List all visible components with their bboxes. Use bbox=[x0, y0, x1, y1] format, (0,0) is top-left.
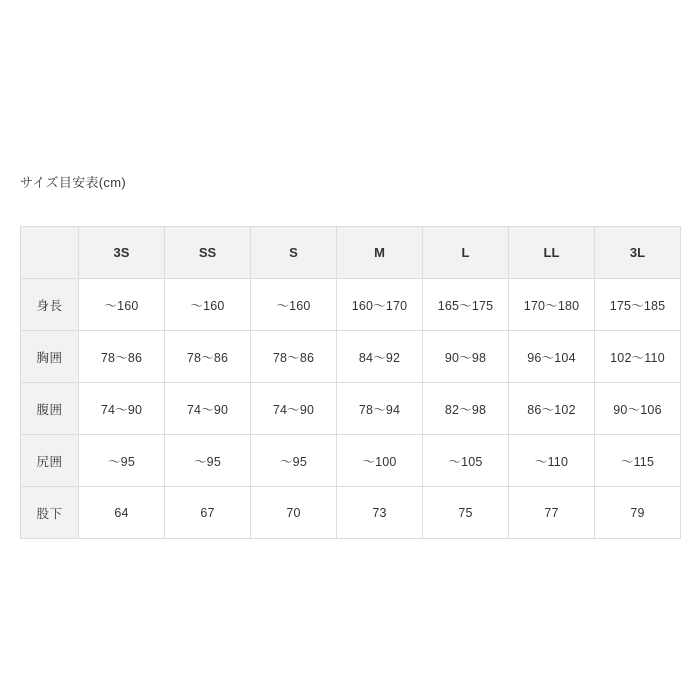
cell-waist-ll: 86〜102 bbox=[509, 383, 595, 435]
column-header-ss: SS bbox=[165, 227, 251, 279]
cell-height-m: 160〜170 bbox=[337, 279, 423, 331]
table-body bbox=[21, 279, 681, 539]
table-row bbox=[21, 487, 681, 539]
cell-inseam-l: 75 bbox=[423, 487, 509, 539]
cell-height-s: 〜160 bbox=[251, 279, 337, 331]
row-label-waist: 腹囲 bbox=[21, 383, 79, 435]
cell-waist-m: 78〜94 bbox=[337, 383, 423, 435]
cell-waist-ss: 74〜90 bbox=[165, 383, 251, 435]
column-header-3l: 3L bbox=[595, 227, 681, 279]
cell-height-ss: 〜160 bbox=[165, 279, 251, 331]
row-label-hip: 尻囲 bbox=[21, 435, 79, 487]
cell-hip-3s: 〜95 bbox=[79, 435, 165, 487]
cell-height-3s: 〜160 bbox=[79, 279, 165, 331]
column-header-l: L bbox=[423, 227, 509, 279]
table-header-row bbox=[21, 227, 681, 279]
table-header bbox=[21, 227, 681, 279]
cell-height-3l: 175〜185 bbox=[595, 279, 681, 331]
cell-inseam-m: 73 bbox=[337, 487, 423, 539]
table-row bbox=[21, 331, 681, 383]
cell-inseam-s: 70 bbox=[251, 487, 337, 539]
cell-chest-ll: 96〜104 bbox=[509, 331, 595, 383]
cell-inseam-ll: 77 bbox=[509, 487, 595, 539]
table-row bbox=[21, 435, 681, 487]
table-row bbox=[21, 383, 681, 435]
column-header-s: S bbox=[251, 227, 337, 279]
table-row bbox=[21, 279, 681, 331]
cell-hip-ss: 〜95 bbox=[165, 435, 251, 487]
size-guide-table bbox=[20, 226, 681, 539]
cell-chest-3l: 102〜110 bbox=[595, 331, 681, 383]
cell-hip-ll: 〜110 bbox=[509, 435, 595, 487]
row-label-chest: 胸囲 bbox=[21, 331, 79, 383]
cell-waist-s: 74〜90 bbox=[251, 383, 337, 435]
cell-chest-s: 78〜86 bbox=[251, 331, 337, 383]
cell-chest-3s: 78〜86 bbox=[79, 331, 165, 383]
cell-hip-m: 〜100 bbox=[337, 435, 423, 487]
size-table-container bbox=[20, 226, 680, 539]
table-corner-cell bbox=[21, 227, 79, 279]
cell-chest-ss: 78〜86 bbox=[165, 331, 251, 383]
cell-inseam-ss: 67 bbox=[165, 487, 251, 539]
column-header-3s: 3S bbox=[79, 227, 165, 279]
cell-waist-3s: 74〜90 bbox=[79, 383, 165, 435]
cell-chest-m: 84〜92 bbox=[337, 331, 423, 383]
cell-waist-3l: 90〜106 bbox=[595, 383, 681, 435]
cell-chest-l: 90〜98 bbox=[423, 331, 509, 383]
cell-height-l: 165〜175 bbox=[423, 279, 509, 331]
page-title: サイズ目安表(cm) bbox=[20, 175, 126, 190]
cell-height-ll: 170〜180 bbox=[509, 279, 595, 331]
row-label-inseam: 股下 bbox=[21, 487, 79, 539]
cell-inseam-3s: 64 bbox=[79, 487, 165, 539]
cell-hip-l: 〜105 bbox=[423, 435, 509, 487]
column-header-m: M bbox=[337, 227, 423, 279]
row-label-height: 身長 bbox=[21, 279, 79, 331]
column-header-ll: LL bbox=[509, 227, 595, 279]
cell-inseam-3l: 79 bbox=[595, 487, 681, 539]
cell-hip-3l: 〜115 bbox=[595, 435, 681, 487]
cell-waist-l: 82〜98 bbox=[423, 383, 509, 435]
cell-hip-s: 〜95 bbox=[251, 435, 337, 487]
